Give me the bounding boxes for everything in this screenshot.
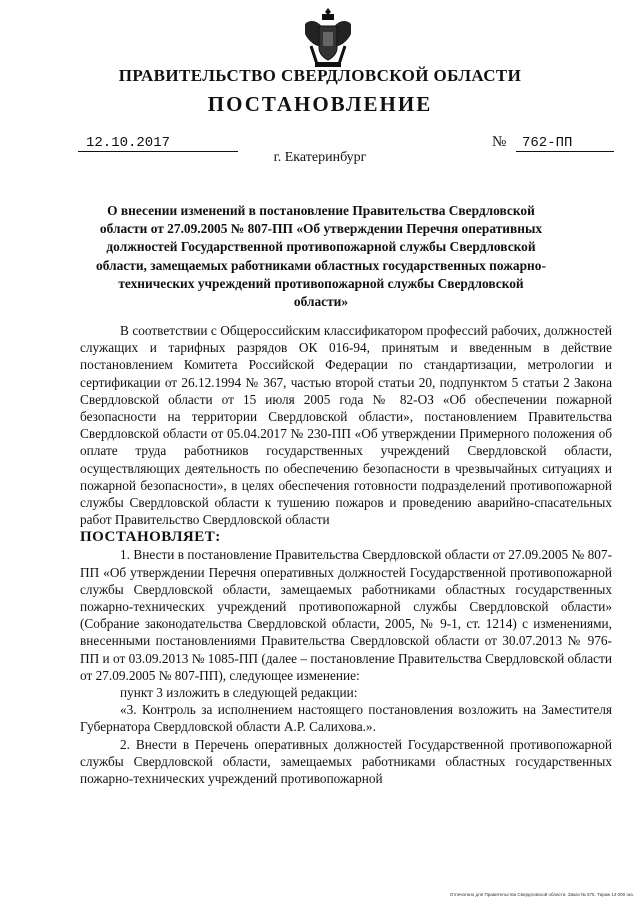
item-1-quote: «3. Контроль за исполнением настоящего постановления возложить на Заместителя Губернатора Свердловской области А.Р. Салихова.». <box>80 702 612 735</box>
number-label: № <box>492 134 507 150</box>
preamble-paragraph: В соответствии с Общероссийским классификатором профессий рабочих, должностей служащих и тарифных разрядов ОК 016-94, принятым и введенным в действие постановлением Комитета Российской Федерации по стандартизации, метрологии и сертификации от 26.12.1994 № 367, частью второй статьи 20, подпунктом 5 статьи 2 Закона Свердловской области от 15 июля 2005 года № 82-ОЗ «Об обеспечении пожарной безопасности на территории Свердловской области», постановлением Правительства Свердловской области от 05.04.2017 № 230-ПП «Об утверждении Примерного положения об оплате труда работников государственных учреждений Свердловской области, осуществляющих деятельность по обеспечению безопасности в чрезвычайных ситуациях и пожарной безопасности», в целях обеспечения готовности подразделений противопожарной службы Свердловской области к тушению пожаров и проведению аварийно-спасательных работ Правительство Свердловской области <box>80 323 612 528</box>
document-date: 12.10.2017 <box>78 135 238 152</box>
document-type: ПОСТАНОВЛЕНИЕ <box>207 92 433 116</box>
coat-of-arms-icon <box>301 6 355 70</box>
document-body <box>80 322 612 787</box>
number-value: 762-ПП <box>516 135 614 152</box>
item-1-paragraph: 1. Внести в постановление Правительства Свердловской области от 27.09.2005 № 807-ПП «Об утверждении Перечня оперативных должностей Государственной противопожарной службы Свердловской области, замещаемых работниками областных государственных пожарно-технических учреждений противопожарной службы Свердловской области» (Собрание законодательства Свердловской области, 2005, № 9-1, ст. 1214) с изменениями, внесенными постановлениями Правительства Свердловской области от 30.07.2013 № 976-ПП и от 03.09.2013 № 1085-ПП (далее – постановление Правительства Свердловской области от 27.09.2005 № 807-ПП), следующее изменение: <box>80 547 612 683</box>
item-1-subparagraph: пункт 3 изложить в следующей редакции: <box>120 685 358 701</box>
item-2-paragraph: 2. Внести в Перечень оперативных должностей Государственной противопожарной службы Свердловской области, замещаемых работниками областных государственных пожарно-технических учреждений противопожарной <box>80 736 612 787</box>
resolves-heading: ПОСТАНОВЛЯЕТ: <box>80 529 221 546</box>
print-footer: Отпечатано для Правительства Свердловской области. Заказ № 575. Тираж 14 000 экз. <box>449 892 634 897</box>
city: г. Екатеринбург <box>273 150 367 165</box>
document-title: О внесении изменений в постановление Правительства Свердловской области от 27.09.2005 № 807-ПП «Об утверждении Перечня оперативных должностей Государственной противопожарной службы Свердловской области, замещаемых работниками областных государственных пожарно-технических учреждений противопожарной службы Свердловской области» <box>96 203 546 310</box>
government-name: ПРАВИТЕЛЬСТВО СВЕРДЛОВСКОЙ ОБЛАСТИ <box>118 66 522 85</box>
